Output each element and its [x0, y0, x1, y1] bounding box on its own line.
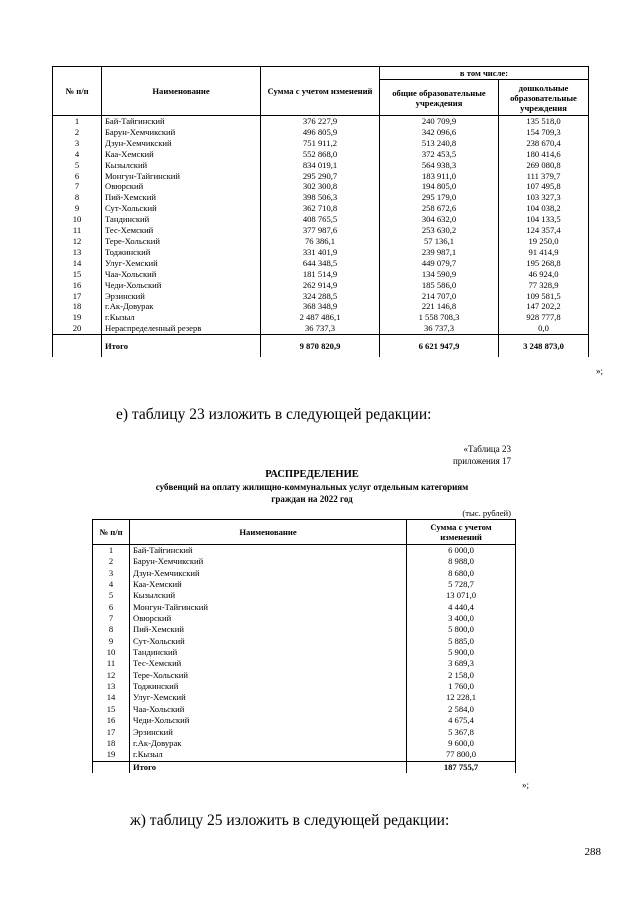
row-name: Пий-Хемский — [102, 192, 261, 203]
row-general: 134 590,9 — [380, 269, 499, 280]
appendix-label: приложения 17 — [452, 456, 511, 466]
table-row — [53, 301, 589, 312]
row-number: 8 — [93, 624, 130, 635]
row-general: 240 709,9 — [380, 116, 499, 127]
row-number: 6 — [93, 602, 130, 613]
row-sum: 2 487 486,1 — [261, 312, 380, 323]
row-number: 1 — [53, 116, 102, 127]
row-name: г.Кызыл — [130, 749, 407, 761]
table23-end-mark: »; — [522, 780, 530, 790]
row-sum: 368 348,9 — [261, 301, 380, 312]
table-row — [53, 160, 589, 171]
row-preschool: 147 202,2 — [499, 301, 589, 312]
row-number: 11 — [53, 225, 102, 236]
row-name: Монгун-Тайгинский — [102, 171, 261, 182]
table-row — [93, 715, 516, 726]
row-general: 214 707,0 — [380, 291, 499, 302]
row-sum: 77 800,0 — [407, 749, 516, 761]
row-preschool: 0,0 — [499, 323, 589, 334]
total-row — [53, 335, 589, 358]
row-number: 18 — [53, 301, 102, 312]
row-number: 12 — [53, 236, 102, 247]
row-preschool: 111 379,7 — [499, 171, 589, 182]
table-row — [93, 658, 516, 669]
table-row — [93, 636, 516, 647]
table-row — [53, 203, 589, 214]
row-preschool: 135 518,0 — [499, 116, 589, 127]
row-name: Тере-Хольский — [130, 670, 407, 681]
row-number: 16 — [93, 715, 130, 726]
row-preschool: 180 414,6 — [499, 149, 589, 160]
row-sum: 398 506,3 — [261, 192, 380, 203]
row-name: Каа-Хемский — [102, 149, 261, 160]
table-row — [93, 590, 516, 601]
table-row — [53, 312, 589, 323]
row-sum: 302 300,8 — [261, 181, 380, 192]
table-row — [93, 624, 516, 635]
total-name: Итого — [130, 761, 407, 773]
row-number: 9 — [93, 636, 130, 647]
row-name: Каа-Хемский — [130, 579, 407, 590]
row-sum: 5 800,0 — [407, 624, 516, 635]
row-preschool: 124 357,4 — [499, 225, 589, 236]
row-sum: 8 988,0 — [407, 556, 516, 567]
row-number: 19 — [53, 312, 102, 323]
row-sum: 496 805,9 — [261, 127, 380, 138]
row-sum: 4 440,4 — [407, 602, 516, 613]
row-name: Барун-Хемчикский — [130, 556, 407, 567]
row-number: 3 — [93, 568, 130, 579]
table23-label: «Таблица 23 — [463, 444, 511, 454]
row-sum: 36 737,3 — [261, 323, 380, 334]
row-name: г.Кызыл — [102, 312, 261, 323]
row-general: 239 987,1 — [380, 247, 499, 258]
row-number: 8 — [53, 192, 102, 203]
row-name: Тере-Хольский — [102, 236, 261, 247]
row-sum: 5 728,7 — [407, 579, 516, 590]
header-including: в том числе: — [380, 67, 589, 80]
row-preschool: 154 709,3 — [499, 127, 589, 138]
row-general: 372 453,5 — [380, 149, 499, 160]
row-name: Монгун-Тайгинский — [130, 602, 407, 613]
total-num-cell — [53, 335, 102, 358]
units-label: (тыс. рублей) — [462, 508, 511, 518]
row-sum: 376 227,9 — [261, 116, 380, 127]
row-general: 185 586,0 — [380, 280, 499, 291]
caption-line-2: граждан на 2022 год — [271, 494, 353, 504]
table-row — [53, 280, 589, 291]
header-num: № п/п — [93, 520, 130, 545]
row-number: 6 — [53, 171, 102, 182]
table-row — [93, 692, 516, 703]
header-sum: Сумма с учетом изменений — [261, 67, 380, 116]
table-row — [93, 579, 516, 590]
table-row — [53, 171, 589, 182]
row-name: Чеди-Хольский — [102, 280, 261, 291]
row-number: 9 — [53, 203, 102, 214]
table-row — [93, 681, 516, 692]
row-number: 10 — [93, 647, 130, 658]
row-name: Сут-Хольский — [130, 636, 407, 647]
table-row — [53, 181, 589, 192]
table-row — [53, 192, 589, 203]
row-sum: 2 158,0 — [407, 670, 516, 681]
row-sum: 76 386,1 — [261, 236, 380, 247]
row-sum: 2 584,0 — [407, 704, 516, 715]
page-number: 288 — [584, 846, 601, 858]
distribution-table-22 — [52, 66, 589, 357]
row-general: 221 146,8 — [380, 301, 499, 312]
row-general: 36 737,3 — [380, 323, 499, 334]
table-row — [53, 291, 589, 302]
total-num-cell — [93, 761, 130, 773]
table-row — [93, 613, 516, 624]
total-sum: 187 755,7 — [407, 761, 516, 773]
row-number: 19 — [93, 749, 130, 761]
row-sum: 6 000,0 — [407, 545, 516, 557]
row-number: 18 — [93, 738, 130, 749]
table-row — [53, 149, 589, 160]
row-general: 513 240,8 — [380, 138, 499, 149]
row-preschool: 195 268,8 — [499, 258, 589, 269]
total-preschool: 3 248 873,0 — [499, 335, 589, 358]
row-general: 564 938,3 — [380, 160, 499, 171]
row-name: Дзун-Хемчикский — [130, 568, 407, 579]
row-general: 253 630,2 — [380, 225, 499, 236]
row-name: Овюрский — [102, 181, 261, 192]
row-name: Тес-Хемский — [130, 658, 407, 669]
table-row — [53, 127, 589, 138]
table-row — [93, 545, 516, 557]
row-name: Нераспределенный резерв — [102, 323, 261, 334]
row-preschool: 238 670,4 — [499, 138, 589, 149]
row-preschool: 104 133,5 — [499, 214, 589, 225]
row-name: Пий-Хемский — [130, 624, 407, 635]
total-row — [93, 761, 516, 773]
row-name: Барун-Хемчикский — [102, 127, 261, 138]
row-general: 1 558 708,3 — [380, 312, 499, 323]
row-sum: 751 911,2 — [261, 138, 380, 149]
row-number: 2 — [53, 127, 102, 138]
row-general: 258 672,6 — [380, 203, 499, 214]
total-general: 6 621 947,9 — [380, 335, 499, 358]
row-number: 16 — [53, 280, 102, 291]
row-sum: 13 071,0 — [407, 590, 516, 601]
row-preschool: 77 328,9 — [499, 280, 589, 291]
row-name: г.Ак-Довурак — [130, 738, 407, 749]
row-general: 183 911,0 — [380, 171, 499, 182]
row-sum: 377 987,6 — [261, 225, 380, 236]
row-number: 15 — [93, 704, 130, 715]
row-number: 5 — [93, 590, 130, 601]
row-name: Улуг-Хемский — [130, 692, 407, 703]
row-sum: 3 689,3 — [407, 658, 516, 669]
table-row — [93, 738, 516, 749]
row-name: Эрзинский — [130, 727, 407, 738]
row-sum: 262 914,9 — [261, 280, 380, 291]
paragraph-e: е) таблицу 23 изложить в следующей редакции: — [116, 406, 432, 423]
row-number: 1 — [93, 545, 130, 557]
table-row — [93, 568, 516, 579]
header-name: Наименование — [130, 520, 407, 545]
row-number: 5 — [53, 160, 102, 171]
row-preschool: 19 250,0 — [499, 236, 589, 247]
total-name: Итого — [102, 335, 261, 358]
table-row — [53, 225, 589, 236]
table-row — [93, 647, 516, 658]
row-number: 13 — [53, 247, 102, 258]
row-number: 4 — [53, 149, 102, 160]
row-sum: 362 710,8 — [261, 203, 380, 214]
table-row — [93, 749, 516, 761]
row-preschool: 109 581,5 — [499, 291, 589, 302]
row-general: 449 079,7 — [380, 258, 499, 269]
row-number: 4 — [93, 579, 130, 590]
row-sum: 324 288,5 — [261, 291, 380, 302]
table-row — [53, 323, 589, 334]
table22-end-mark: »; — [596, 366, 604, 376]
row-number: 14 — [93, 692, 130, 703]
paragraph-zh: ж) таблицу 25 изложить в следующей редакции: — [130, 812, 450, 829]
table-row — [53, 138, 589, 149]
row-preschool: 928 777,8 — [499, 312, 589, 323]
row-number: 17 — [93, 727, 130, 738]
row-number: 2 — [93, 556, 130, 567]
row-name: Тандинский — [102, 214, 261, 225]
row-number: 11 — [93, 658, 130, 669]
row-sum: 644 348,5 — [261, 258, 380, 269]
row-preschool: 269 080,8 — [499, 160, 589, 171]
table-row — [53, 214, 589, 225]
row-preschool: 46 924,0 — [499, 269, 589, 280]
table-row — [53, 258, 589, 269]
row-preschool: 103 327,3 — [499, 192, 589, 203]
table-row — [53, 269, 589, 280]
row-general: 295 179,0 — [380, 192, 499, 203]
row-sum: 3 400,0 — [407, 613, 516, 624]
total-sum: 9 870 820,9 — [261, 335, 380, 358]
row-sum: 834 019,1 — [261, 160, 380, 171]
table-row — [53, 236, 589, 247]
row-name: Тоджинский — [102, 247, 261, 258]
header-general: общие образовательные учреждения — [380, 80, 499, 116]
row-name: Тоджинский — [130, 681, 407, 692]
header-num: № п/п — [53, 67, 102, 116]
table-row — [53, 247, 589, 258]
row-name: Сут-Хольский — [102, 203, 261, 214]
row-name: Чаа-Хольский — [130, 704, 407, 715]
row-name: Эрзинский — [102, 291, 261, 302]
caption-title: РАСПРЕДЕЛЕНИЕ — [265, 469, 359, 480]
row-name: Дзун-Хемчикский — [102, 138, 261, 149]
distribution-table-23 — [92, 519, 516, 773]
row-sum: 5 900,0 — [407, 647, 516, 658]
row-general: 304 632,0 — [380, 214, 499, 225]
row-sum: 8 680,0 — [407, 568, 516, 579]
row-sum: 181 514,9 — [261, 269, 380, 280]
header-preschool: дошкольные образовательные учреждения — [499, 80, 589, 116]
row-number: 12 — [93, 670, 130, 681]
row-name: Кызылский — [130, 590, 407, 601]
row-sum: 331 401,9 — [261, 247, 380, 258]
row-sum: 5 367,8 — [407, 727, 516, 738]
row-general: 342 096,6 — [380, 127, 499, 138]
row-preschool: 104 038,2 — [499, 203, 589, 214]
row-name: Тес-Хемский — [102, 225, 261, 236]
table-row — [53, 116, 589, 127]
row-general: 194 805,0 — [380, 181, 499, 192]
row-number: 7 — [53, 181, 102, 192]
row-sum: 295 290,7 — [261, 171, 380, 182]
row-number: 10 — [53, 214, 102, 225]
row-sum: 1 760,0 — [407, 681, 516, 692]
table-row — [93, 556, 516, 567]
row-number: 7 — [93, 613, 130, 624]
table-row — [93, 602, 516, 613]
row-name: Чаа-Хольский — [102, 269, 261, 280]
row-sum: 552 868,0 — [261, 149, 380, 160]
row-name: Овюрский — [130, 613, 407, 624]
row-number: 14 — [53, 258, 102, 269]
row-name: Улуг-Хемский — [102, 258, 261, 269]
table-row — [93, 670, 516, 681]
row-sum: 9 600,0 — [407, 738, 516, 749]
row-sum: 408 765,5 — [261, 214, 380, 225]
row-name: Тандинский — [130, 647, 407, 658]
row-preschool: 107 495,8 — [499, 181, 589, 192]
row-name: Бай-Тайгинский — [102, 116, 261, 127]
caption-line-1: субвенций на оплату жилищно-коммунальных услуг отдельным категориям — [155, 482, 469, 492]
row-number: 15 — [53, 269, 102, 280]
row-number: 3 — [53, 138, 102, 149]
row-preschool: 91 414,9 — [499, 247, 589, 258]
row-sum: 12 228,1 — [407, 692, 516, 703]
row-name: Чеди-Хольский — [130, 715, 407, 726]
row-number: 20 — [53, 323, 102, 334]
row-name: Кызылский — [102, 160, 261, 171]
row-sum: 5 885,0 — [407, 636, 516, 647]
table-row — [93, 727, 516, 738]
row-number: 17 — [53, 291, 102, 302]
row-name: Бай-Тайгинский — [130, 545, 407, 557]
header-sum: Сумма с учетом изменений — [407, 520, 516, 545]
row-number: 13 — [93, 681, 130, 692]
table-row — [93, 704, 516, 715]
row-name: г.Ак-Довурак — [102, 301, 261, 312]
header-name: Наименование — [102, 67, 261, 116]
row-general: 57 136,1 — [380, 236, 499, 247]
row-sum: 4 675,4 — [407, 715, 516, 726]
